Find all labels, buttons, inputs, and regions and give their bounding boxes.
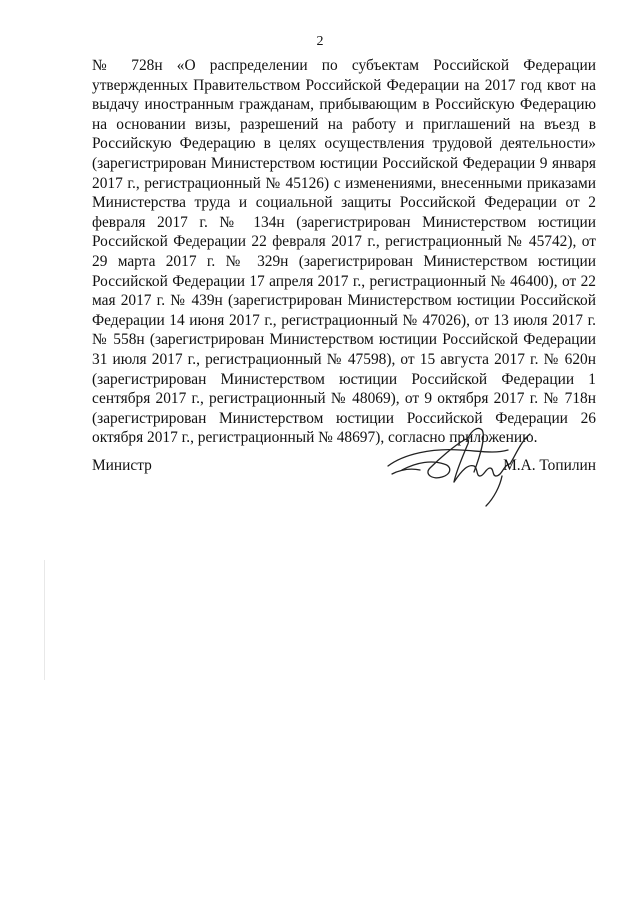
signer-name: М.А. Топилин bbox=[503, 457, 596, 474]
page-number: 2 bbox=[316, 34, 324, 49]
body-paragraph: № 728н «О распределении по субъектам Российской Федерации утвержденных Правительством Российской Федерации на 2017 год квот на выдачу иностранным гражданам, прибывающим в Российскую Федерацию на основании визы, разрешений на работу и приглашений на въезд в Российскую Федерацию в целях осуществления трудовой деятельности» (зарегистрирован Министерством юстиции Российской Федерации 9 января 2017 г., регистрационный № 45126) с изменениями, внесенными приказами Министерства труда и социальной защиты Российской Федерации от 2 февраля 2017 г. № 134н (зарегистрирован Министерством юстиции Российской Федерации 22 февраля 2017 г., регистрационный № 45742), от 29 марта 2017 г. № 329н (зарегистрирован Министерством юстиции Российской Федерации 17 апреля 2017 г., регистрационный № 46400), от 22 мая 2017 г. № 439н (зарегистрирован Министерством юстиции Российской Федерации 14 июня 2017 г., регистрационный № 47026), от 13 июля 2017 г. № 558н (зарегистрирован Министерством юстиции Российской Федерации 31 июля 2017 г., регистрационный № 47598), от 15 августа 2017 г. № 620н (зарегистрирован Министерством юстиции Российской Федерации 1 сентября 2017 г., регистрационный № 48069), от 9 октября 2017 г. № 718н (зарегистрирован Министерством юстиции Российской Федерации 26 октября 2017 г., регистрационный № 48697), согласно приложению. bbox=[92, 57, 596, 447]
signature-block bbox=[92, 420, 596, 510]
scan-margin-mark bbox=[44, 560, 45, 680]
position-title: Министр bbox=[92, 457, 152, 474]
